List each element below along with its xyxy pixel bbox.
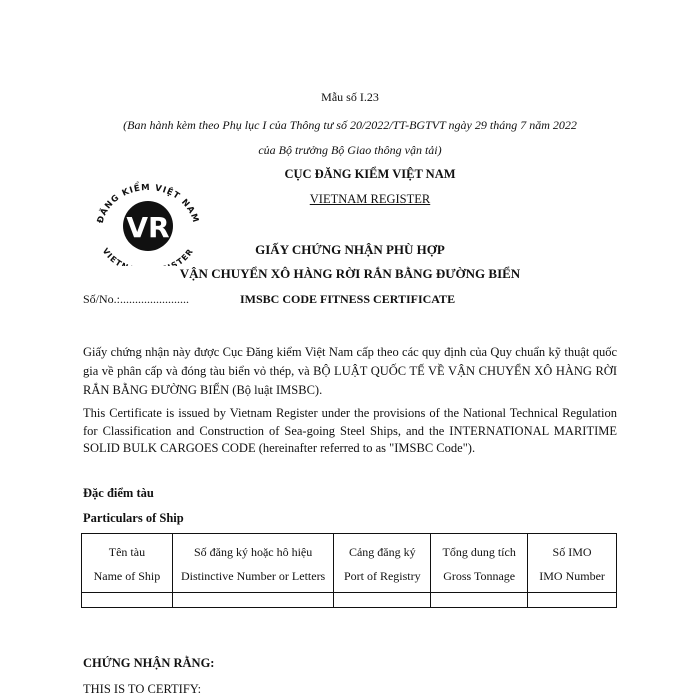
certificate-title-vi-line1: GIẤY CHỨNG NHẬN PHÙ HỢP	[255, 242, 445, 257]
particulars-heading-vi: Đặc điểm tàu	[83, 486, 154, 500]
table-cell	[172, 593, 334, 608]
particulars-table	[81, 533, 617, 608]
certificate-title-vi-line2: VẬN CHUYỂN XÔ HÀNG RỜI RẮN BẰNG ĐƯỜNG BIỂN	[179, 266, 521, 281]
table-cell	[528, 593, 617, 608]
table-header-cell: Số đăng ký hoặc hô hiệu Distinctive Number or Letters	[172, 534, 334, 593]
particulars-heading-en: Particulars of Ship	[83, 511, 184, 525]
table-cell	[431, 593, 528, 608]
table-row	[82, 593, 617, 608]
issuance-note-line1: (Ban hành kèm theo Phụ lục I của Thông tư số 20/2022/TT-BGTVT ngày 29 tháng 7 năm 2022	[123, 118, 577, 132]
certify-heading-en: THIS IS TO CERTIFY:	[83, 682, 202, 696]
table-header-cell: Số IMO IMO Number	[528, 534, 617, 593]
intro-paragraph-vi: Giấy chứng nhận này được Cục Đăng kiểm Việt Nam cấp theo các quy định của Quy chuẩn kỹ thuật quốc gia về phân cấp và đóng tàu biển vỏ thép, và BỘ LUẬT QUỐC TẾ VỀ VẬN CHUYỂN XÔ HÀNG RỜI RẮN BẰNG ĐƯỜNG BIỂN (Bộ luật IMSBC).	[83, 345, 617, 397]
intro-paragraph-en: This Certificate is issued by Vietnam Register under the provisions of the National Technical Regulation for Classification and Construction of Sea-going Steel Ships, and the INTERNATIONAL MARITIME SOLID BULK CARGOES CODE (hereinafter referred to as "IMSBC Code").	[83, 406, 617, 455]
form-number: Mẫu số I.23	[321, 90, 379, 104]
table-header-cell: Cảng đăng ký Port of Registry	[334, 534, 431, 593]
table-header-cell: Tên tàu Name of Ship	[82, 534, 173, 593]
issuance-note-line2: của Bộ trưởng Bộ Giao thông vận tải)	[258, 143, 442, 157]
organization-name-en: VIETNAM REGISTER	[309, 192, 431, 206]
table-header-row	[82, 534, 617, 593]
svg-text:VR: VR	[126, 211, 170, 244]
svg-text:ĐĂNG KIỂM VIỆT NAM: ĐĂNG KIỂM VIỆT NAM	[95, 182, 201, 225]
certificate-title-en: IMSBC CODE FITNESS CERTIFICATE	[240, 292, 456, 306]
certificate-number: Số/No.:.......................	[83, 292, 190, 306]
table-cell	[334, 593, 431, 608]
table-cell	[82, 593, 173, 608]
certify-heading-vi: CHỨNG NHẬN RẰNG:	[83, 656, 215, 670]
svg-text:VIETNAM REGISTER: VIET STER	[100, 246, 196, 266]
table-header-cell: Tổng dung tích Gross Tonnage	[431, 534, 528, 593]
organization-name-vi: CỤC ĐĂNG KIỂM VIỆT NAM	[284, 167, 456, 181]
